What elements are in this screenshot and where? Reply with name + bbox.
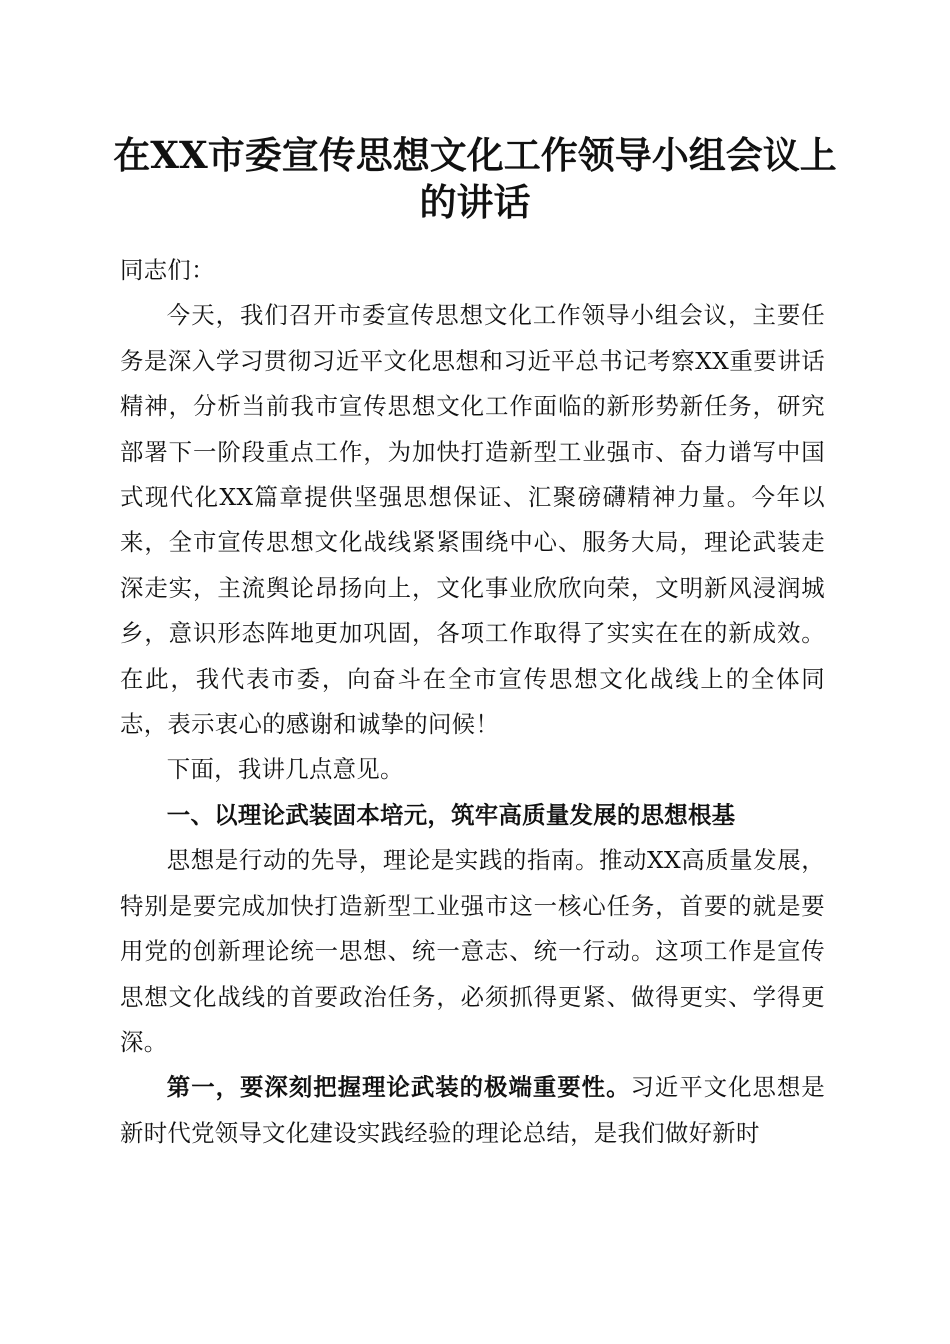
intro-paragraph: 今天，我们召开市委宣传思想文化工作领导小组会议，主要任务是深入学习贯彻习近平文化思想和习近平总书记考察XX重要讲话精神，分析当前我市宣传思想文化工作面临的新形势新任务，研究部署下一阶段重点工作，为加快打造新型工业强市、奋力谱写中国式现代化XX篇章提供坚强思想保证、汇聚磅礴精神力量。今年以来，全市宣传思想文化战线紧紧围绕中心、服务大局，理论武装走深走实，主流舆论昂扬向上，文化事业欣欣向荣，文明新风浸润城乡，意识形态阵地更加巩固，各项工作取得了实实在在的新成效。在此，我代表市委，向奋斗在全市宣传思想文化战线上的全体同志，表示衷心的感谢和诚挚的问候！ xyxy=(120,301,825,739)
section-heading: 一、以理论武装固本培元，筑牢高质量发展的思想根基 xyxy=(166,800,736,829)
point-one-lead: 第一，要深刻把握理论武装的极端重要性。 xyxy=(166,1073,631,1102)
point-one-paragraph xyxy=(120,1065,825,1156)
document-body xyxy=(120,248,825,1156)
section-paragraph: 思想是行动的先导，理论是实践的指南。推动XX高质量发展，特别是要完成加快打造新型工业强市这一核心任务，首要的就是要用党的创新理论统一思想、统一意志、统一行动。这项工作是宣传思想文化战线的首要政治任务，必须抓得更紧、做得更实、学得更深。 xyxy=(120,846,825,1056)
salutation: 同志们： xyxy=(120,256,215,284)
transition-paragraph: 下面，我讲几点意见。 xyxy=(166,755,404,784)
point-one-text: 习近平文化思想是新时代党领导文化建设实践经验的理论总结，是我们做好新时 xyxy=(120,1073,826,1147)
page-title: 在XX市委宣传思想文化工作领导小组会议上的讲话 xyxy=(113,133,837,224)
